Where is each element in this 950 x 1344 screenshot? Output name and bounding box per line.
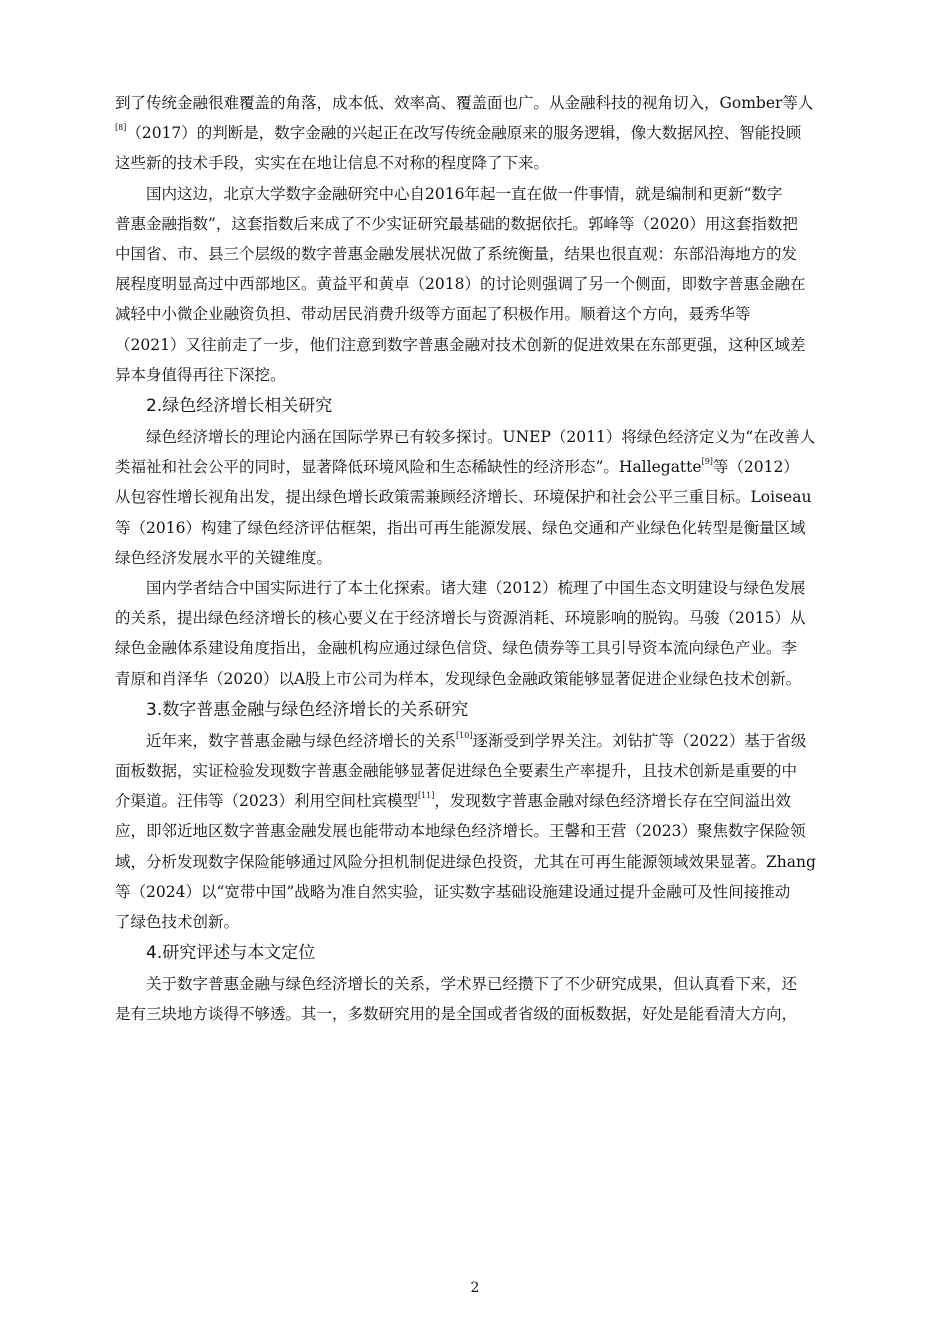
text-line: 到了传统金融很难覆盖的角落，成本低、效率高、覆盖面也广。从金融科技的视角切入，Gomber等人 (115, 94, 814, 112)
text-line: 是有三块地方谈得不够透。其一，多数研究用的是全国或者省级的面板数据，好处是能看清大方向， (115, 1005, 798, 1024)
citation-ref: [8] (115, 123, 127, 133)
citation-ref: [11] (417, 791, 435, 801)
text-line: 中国省、市、县三个层级的数字普惠金融发展状况做了系统衡量，结果也很直观：东部沿海地方的发 (115, 245, 798, 264)
text-line: 绿色金融体系建设角度指出，金融机构应通过绿色信贷、绿色债券等工具引导资本流向绿色产业。李 (115, 639, 798, 658)
page-body (115, 88, 852, 1030)
text-line: 异本身值得再往下深挖。 (115, 365, 286, 384)
text-line: [8]（2017）的判断是，数字金融的兴起正在改写传统金融原来的服务逻辑，像大数据风控、智能投顾 (115, 123, 802, 143)
text-line: 绿色经济发展水平的关键维度。 (115, 548, 333, 567)
text-line: 类福祉和社会公平的同时，显著降低环境风险和生态稀缺性的经济形态”。Hallegatte[9]等（2012） (115, 457, 799, 477)
text-line: 近年来，数字普惠金融与绿色经济增长的关系[10]逐渐受到学界关注。刘钻扩等（2022）基于省级 (146, 730, 807, 750)
citation-ref: [10] (456, 730, 473, 740)
text-line: 国内学者结合中国实际进行了本土化探索。诸大建（2012）梳理了中国生态文明建设与绿色发展 (146, 579, 806, 598)
text-line: 等（2016）构建了绿色经济评估框架，指出可再生能源发展、绿色交通和产业绿色化转型是衡量区域 (115, 518, 806, 537)
text-line: 国内这边，北京大学数字金融研究中心自2016年起一直在做一件事情，就是编制和更新“数字 (146, 184, 783, 203)
text-line: 青原和肖泽华（2020）以A股上市公司为样本，发现绿色金融政策能够显著促进企业绿色技术创新。 (115, 669, 802, 688)
text-line: 的关系，提出绿色经济增长的核心要义在于经济增长与资源消耗、环境影响的脱钩。马骏（2015）从 (115, 609, 806, 628)
paragraph-fintech-continuation (115, 88, 852, 179)
text-line: 绿色经济增长的理论内涵在国际学界已有较多探讨。UNEP（2011）将绿色经济定义为“在改善人 (146, 428, 816, 447)
section-heading-review: 4.研究评述与本文定位 (146, 943, 316, 964)
text-line: 了绿色技术创新。 (115, 913, 240, 932)
section-heading-relationship: 3.数字普惠金融与绿色经济增长的关系研究 (146, 699, 469, 720)
text-line: 这些新的技术手段，实实在在地让信息不对称的程度降了下来。 (115, 154, 550, 173)
paragraph-green-growth-international (115, 422, 852, 573)
text-line: 面板数据，实证检验发现数字普惠金融能够显著促进绿色全要素生产率提升，且技术创新是重要的中 (115, 762, 798, 781)
text-line: 减轻中小微企业融资负担、带动居民消费升级等方面起了积极作用。顺着这个方向，聂秀华等 (115, 305, 751, 324)
section-heading-green-growth: 2.绿色经济增长相关研究 (146, 396, 333, 417)
text-line: 等（2024）以“宽带中国”战略为准自然实验，证实数字基础设施建设通过提升金融可及性间接推动 (115, 882, 791, 901)
text-line: 域，分析发现数字保险能够通过风险分担机制促进绿色投资，尤其在可再生能源领域效果显著。Zhang (115, 852, 816, 871)
citation-ref: [9] (701, 457, 713, 467)
text-line: 从包容性增长视角出发，提出绿色增长政策需兼顾经济增长、环境保护和社会公平三重目标。Loiseau (115, 488, 812, 507)
text-line: （2021）又往前走了一步，他们注意到数字普惠金融对技术创新的促进效果在东部更强，这种区域差 (115, 335, 806, 354)
page-number: 2 (470, 1280, 480, 1296)
paragraph-relationship-research (115, 726, 852, 937)
paragraph-domestic-research (115, 179, 852, 390)
paragraph-review (115, 969, 852, 1029)
text-line: 介渠道。汪伟等（2023）利用空间杜宾模型[11]，发现数字普惠金融对绿色经济增长存在空间溢出效 (115, 791, 791, 811)
text-line: 展程度明显高过中西部地区。黄益平和黄卓（2018）的讨论则强调了另一个侧面，即数字普惠金融在 (115, 275, 806, 294)
paragraph-green-growth-domestic (115, 573, 852, 694)
text-line: 关于数字普惠金融与绿色经济增长的关系，学术界已经攒下了不少研究成果，但认真看下来，还 (146, 975, 798, 994)
text-line: 应，即邻近地区数字普惠金融发展也能带动本地绿色经济增长。王馨和王营（2023）聚焦数字保险领 (115, 822, 806, 841)
text-line: 普惠金融指数”，这套指数后来成了不少实证研究最基础的数据依托。郭峰等（2020）用这套指数把 (115, 214, 798, 233)
